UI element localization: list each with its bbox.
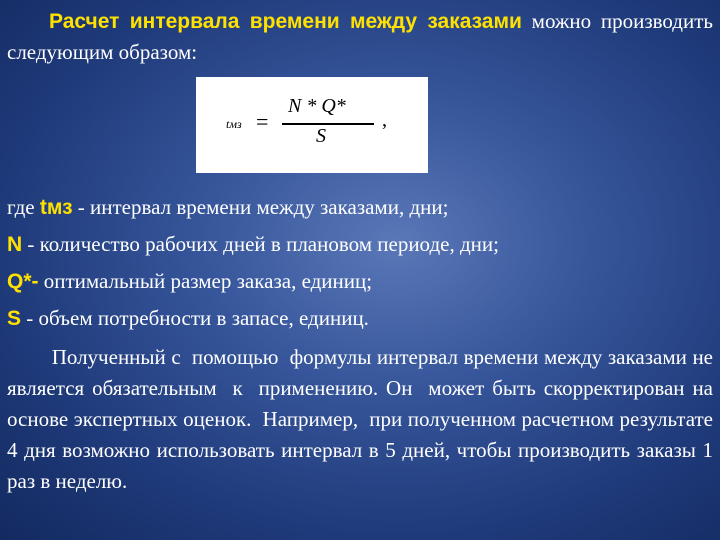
definition-term: tмз bbox=[39, 196, 73, 219]
intro-highlight: Расчет интервала времени между заказами bbox=[49, 10, 522, 33]
formula-trail: , bbox=[382, 109, 387, 131]
definition-term: N bbox=[7, 233, 23, 256]
formula-image bbox=[196, 77, 428, 173]
definition-text: - количество рабочих дней в плановом периоде, дни; bbox=[22, 232, 499, 256]
definition-s bbox=[7, 304, 369, 333]
definition-prefix: где bbox=[7, 195, 40, 219]
intro-paragraph bbox=[7, 6, 713, 68]
formula-lhs: tмз bbox=[226, 117, 242, 131]
definition-term: S bbox=[7, 307, 22, 330]
formula-numerator: N * Q* bbox=[288, 95, 346, 117]
definition-term: Q*- bbox=[7, 270, 39, 293]
definition-q bbox=[7, 267, 372, 296]
definition-text: оптимальный размер заказа, единиц; bbox=[38, 269, 373, 293]
definition-tmz bbox=[7, 193, 448, 222]
formula-denominator: S bbox=[316, 125, 326, 147]
definition-text: - интервал времени между заказами, дни; bbox=[72, 195, 449, 219]
intro-rest: можно производить следующим образом: bbox=[7, 9, 713, 64]
definition-text: - объем потребности в запасе, единиц. bbox=[21, 306, 369, 330]
fraction-bar bbox=[282, 123, 374, 125]
conclusion-paragraph: Полученный с помощью формулы интервал времени между заказами не является обязательным к применению. Он может быть скорректирован на основе экспертных оценок. Например, при полученном расчетном результате 4 дня возможно использовать интервал в 5 дней, чтобы производить заказы 1 раз в неделю. bbox=[7, 345, 719, 493]
formula-equals: = bbox=[256, 109, 269, 134]
definition-n bbox=[7, 230, 499, 259]
